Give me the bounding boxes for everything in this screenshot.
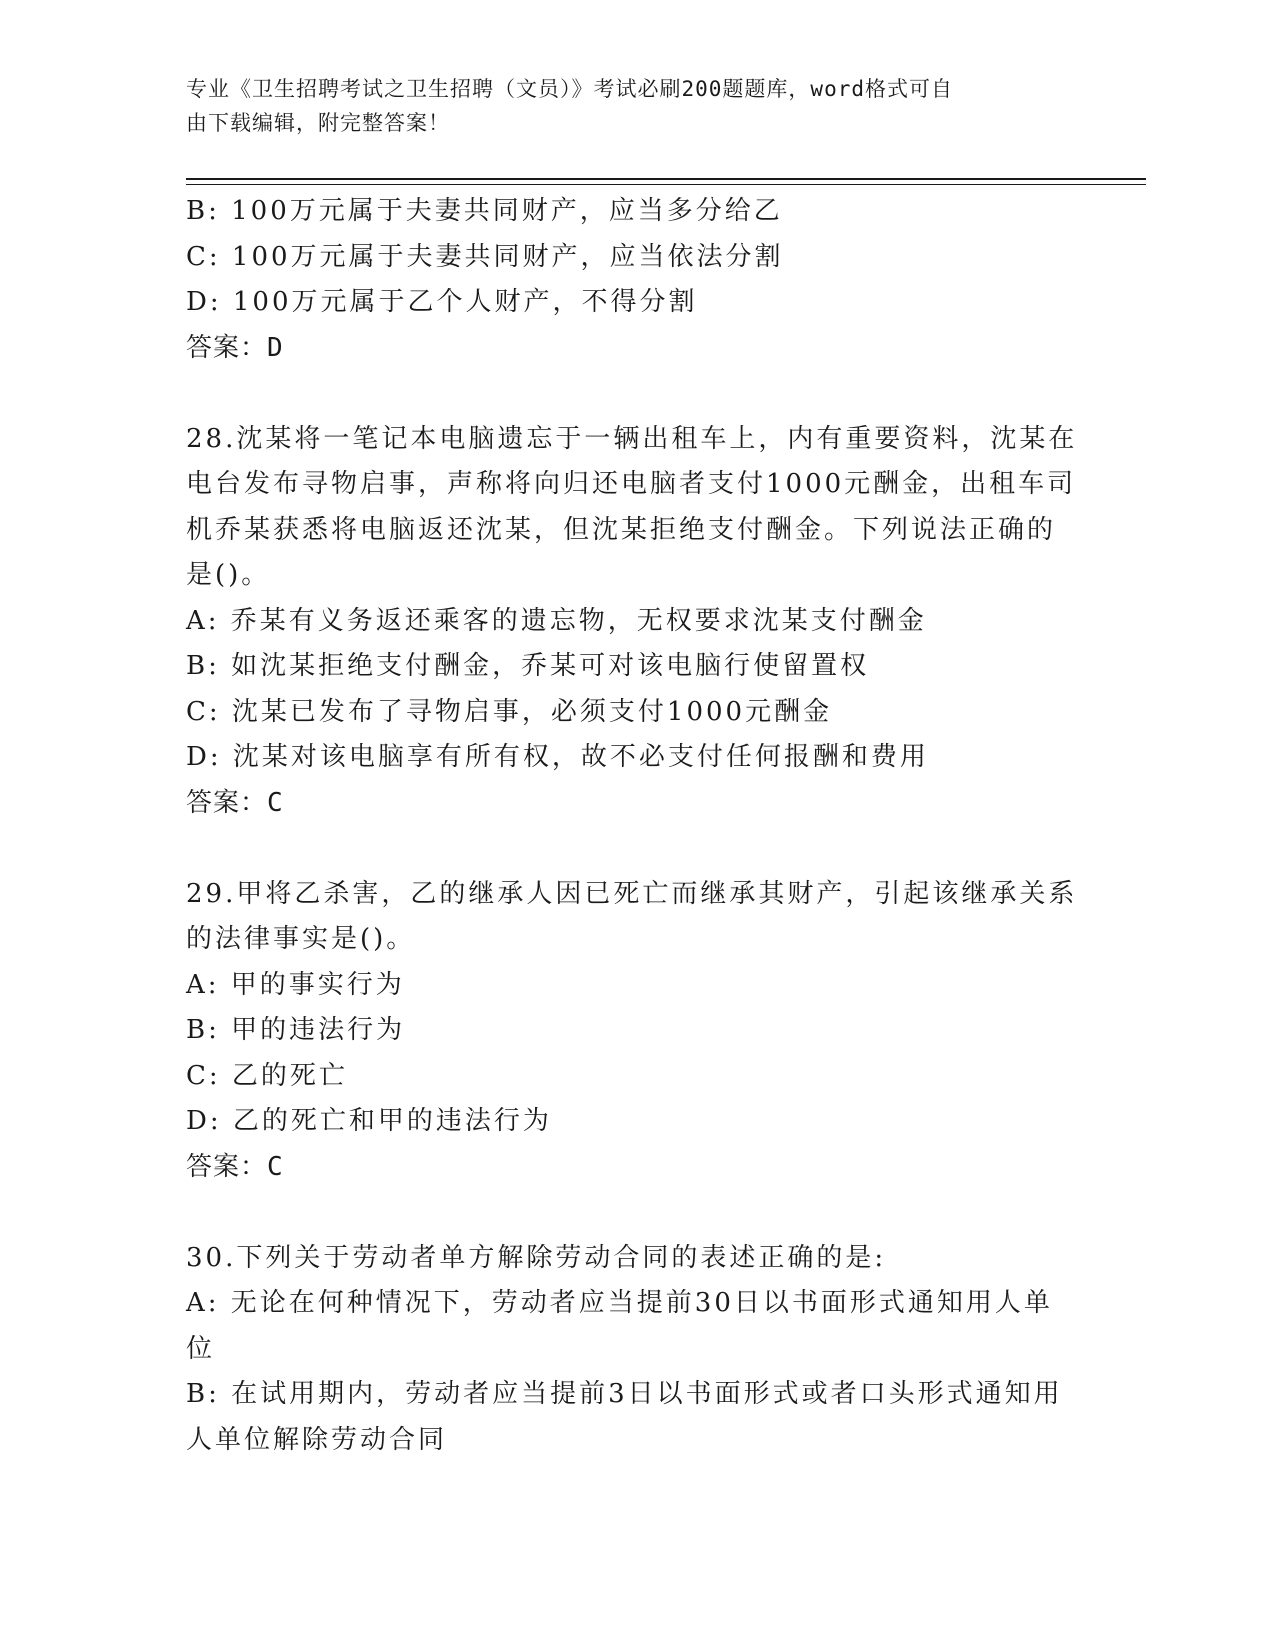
question-29 [186,872,1078,1191]
header-rule-thick [186,178,1146,180]
q30-option-b-line: 人单位解除劳动合同 [186,1424,448,1455]
q29-option-a: A: 甲的事实行为 [186,969,405,1000]
question-content [186,189,1078,1463]
spacer [186,826,1066,872]
q29-stem-line: 29.甲将乙杀害，乙的继承人因已死亡而继承其财产，引起该继承关系 [186,878,1078,909]
q29-answer: 答案：C [186,1151,284,1182]
q27-option-c: C: 100万元属于夫妻共同财产，应当依法分割 [186,241,784,272]
header-rule-thin [186,184,1146,185]
q28-stem-line: 28.沈某将一笔记本电脑遗忘于一辆出租车上，内有重要资料，沈某在 [186,423,1078,454]
spacer [186,1190,1066,1236]
q28-option-d: D: 沈某对该电脑享有所有权，故不必支付任何报酬和费用 [186,742,929,772]
question-27-tail [186,189,1066,371]
q28-stem-line: 电台发布寻物启事，声称将向归还电脑者支付1000元酬金，出租车司 [186,469,1077,499]
q30-stem: 30.下列关于劳动者单方解除劳动合同的表述正确的是: [186,1242,887,1273]
spacer [186,371,1066,417]
q29-option-b: B: 甲的违法行为 [186,1015,406,1045]
q29-stem-line: 的法律事实是()。 [186,924,416,954]
q28-answer: 答案：C [186,787,284,818]
q27-option-d: D: 100万元属于乙个人财产，不得分割 [186,287,698,317]
q28-stem-line: 机乔某获悉将电脑返还沈某，但沈某拒绝支付酬金。下列说法正确的 [186,514,1057,545]
q30-option-b-line: B: 在试用期内，劳动者应当提前3日以书面形式或者口头形式通知用 [186,1379,1063,1409]
header-line-2: 由下载编辑，附完整答案！ [186,111,450,135]
question-28 [186,417,1078,827]
q28-option-a: A: 乔某有义务返还乘客的遗忘物，无权要求沈某支付酬金 [186,605,927,636]
question-30 [186,1236,1066,1464]
q29-option-d: D: 乙的死亡和甲的违法行为 [186,1106,552,1136]
q30-option-a-line: A: 无论在何种情况下，劳动者应当提前30日以书面形式通知用人单 [186,1288,1053,1318]
document-header [186,72,1066,140]
q28-option-c: C: 沈某已发布了寻物启事，必须支付1000元酬金 [186,696,833,727]
q28-stem-line: 是()。 [186,560,271,590]
q29-option-c: C: 乙的死亡 [186,1060,348,1091]
q28-option-b: B: 如沈某拒绝支付酬金，乔某可对该电脑行使留置权 [186,651,870,681]
q27-answer: 答案：D [186,332,284,363]
q30-option-a-line: 位 [186,1333,216,1364]
header-line-1: 专业《卫生招聘考试之卫生招聘（文员）》考试必刷200题题库，word格式可自 [186,77,953,101]
q27-option-b: B: 100万元属于夫妻共同财产，应当多分给乙 [186,196,783,226]
